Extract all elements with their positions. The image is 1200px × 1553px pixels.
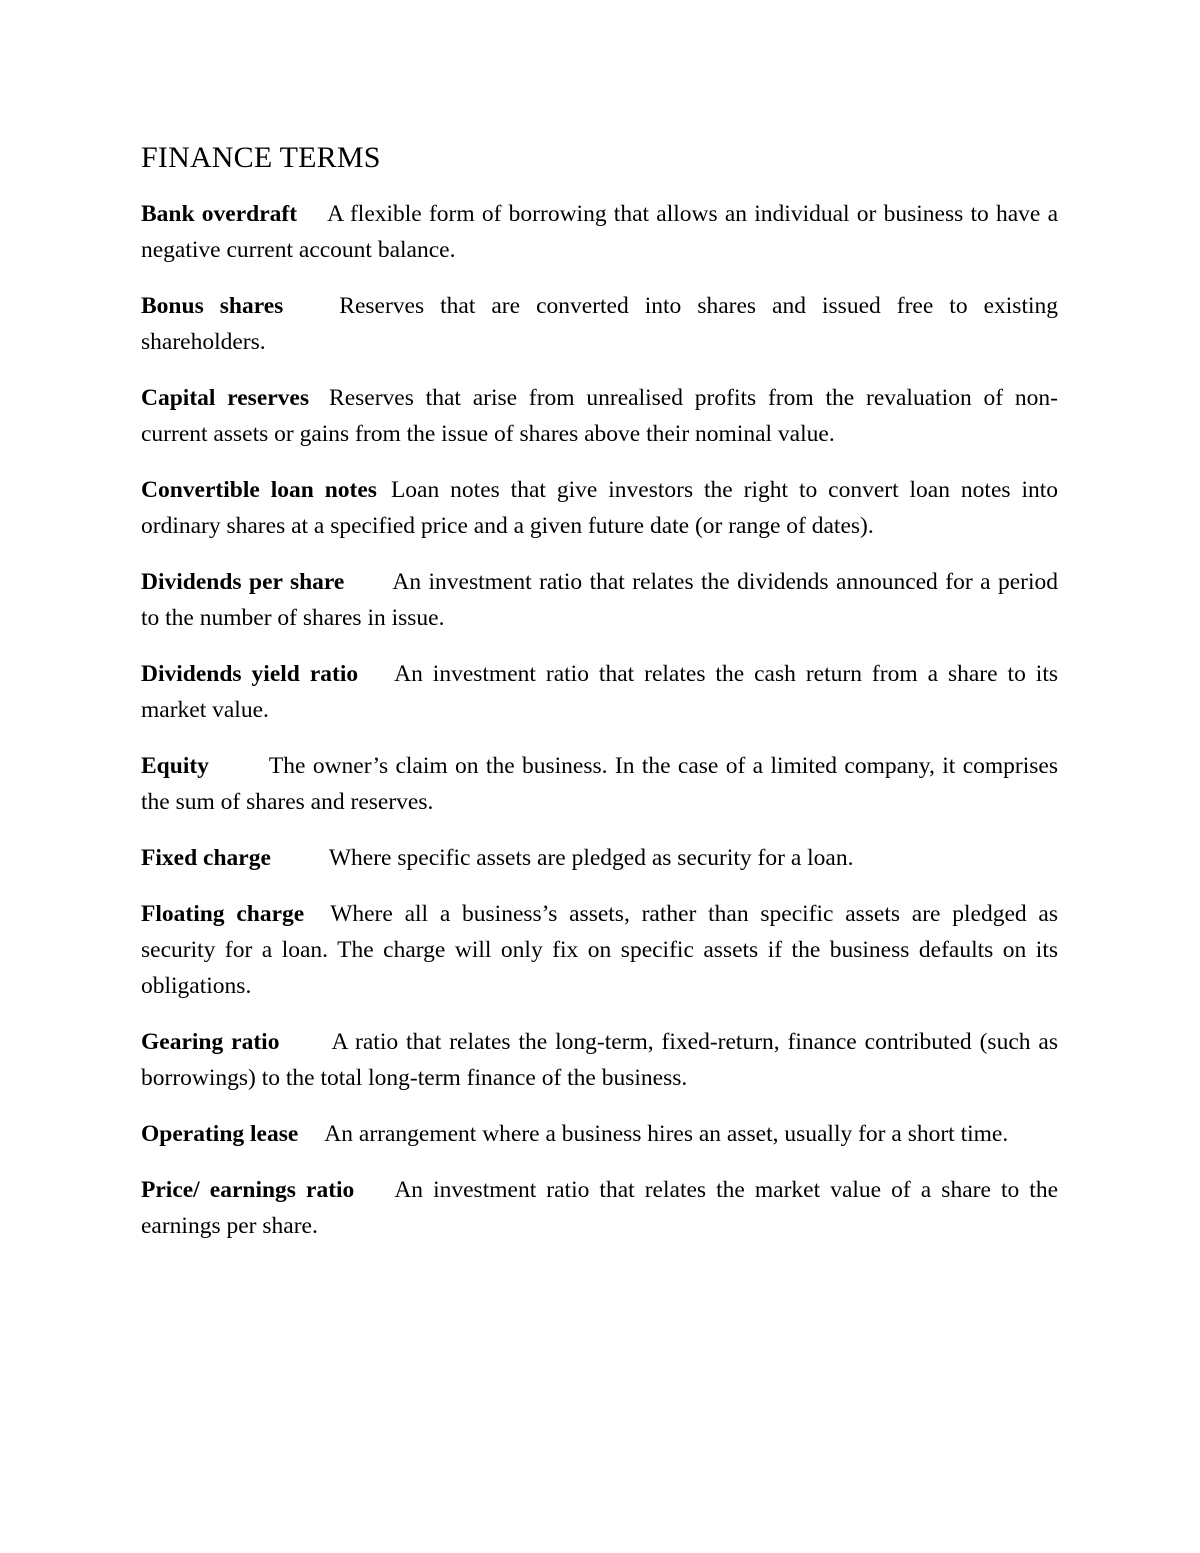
glossary-entry-dividends-yield-ratio	[141, 656, 1058, 728]
glossary-entry-fixed-charge	[141, 840, 1058, 876]
definition: An investment ratio that relates the dividends announced for a period to the number of shares in issue.	[141, 569, 1058, 631]
glossary-entry-capital-reserves	[141, 380, 1058, 452]
glossary-entry-price-earnings-ratio	[141, 1172, 1058, 1244]
definition: A flexible form of borrowing that allows an individual or business to have a negative current account balance.	[141, 201, 1059, 263]
definition: An arrangement where a business hires an asset, usually for a short time.	[324, 1121, 1009, 1147]
definition: Where specific assets are pledged as security for a loan.	[328, 845, 854, 871]
term: Operating lease	[141, 1121, 299, 1147]
glossary-entry-bank-overdraft	[141, 196, 1058, 268]
definition: Where all a business’s assets, rather than specific assets are pledged as security for a loan. The charge will only fix on specific assets if the business defaults on its obligations.	[141, 901, 1058, 999]
definition: An investment ratio that relates the market value of a share to the earnings per share.	[141, 1177, 1059, 1239]
term: Dividends yield ratio	[141, 661, 359, 687]
term: Fixed charge	[141, 845, 271, 871]
definition: Loan notes that give investors the right to convert loan notes into ordinary shares at a specified price and a given future date (or range of dates).	[141, 477, 1058, 539]
glossary-entry-floating-charge	[141, 896, 1058, 1004]
page-title: FINANCE TERMS	[141, 141, 381, 174]
glossary-entry-operating-lease	[141, 1116, 1058, 1152]
glossary-entry-dividends-per-share	[141, 564, 1058, 636]
term: Equity	[141, 753, 209, 779]
definition: Reserves that are converted into shares and issued free to existing shareholders.	[141, 293, 1058, 355]
term: Dividends per share	[141, 569, 345, 595]
document-page	[141, 138, 1058, 1264]
term: Bonus shares	[141, 293, 284, 319]
term: Gearing ratio	[141, 1029, 280, 1055]
term: Capital reserves	[141, 385, 310, 411]
glossary-entry-bonus-shares	[141, 288, 1058, 360]
definition: Reserves that arise from unrealised profits from the revaluation of non-current assets or gains from the issue of shares above their nominal value.	[141, 385, 1058, 447]
term: Convertible loan notes	[141, 477, 377, 503]
term: Floating charge	[141, 901, 305, 927]
glossary-entry-convertible-loan-notes	[141, 472, 1058, 544]
definition: A ratio that relates the long-term, fixed-return, finance contributed (such as borrowings) to the total long-term finance of the business.	[141, 1029, 1058, 1091]
definition: An investment ratio that relates the cash return from a share to its market value.	[141, 661, 1058, 723]
definition: The owner’s claim on the business. In the case of a limited company, it comprises the sum of shares and reserves.	[141, 753, 1058, 815]
term: Price/ earnings ratio	[141, 1177, 355, 1203]
term: Bank overdraft	[141, 201, 298, 227]
glossary-entry-gearing-ratio	[141, 1024, 1058, 1096]
glossary-entry-equity	[141, 748, 1058, 820]
